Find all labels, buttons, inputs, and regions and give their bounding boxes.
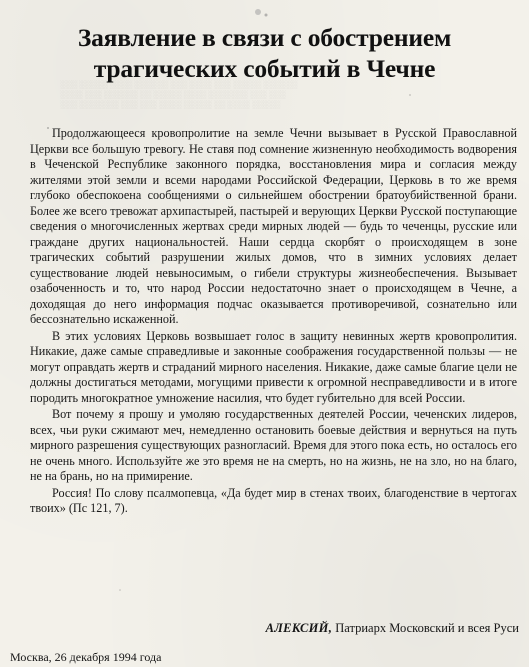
place-date: Москва, 26 декабря 1994 года [10,650,162,664]
signature-name: АЛЕКСИЙ, [265,621,333,635]
paragraph-3: Вот почему я прошу и умоляю государственных деятелей России, чеченских лидеров, всех, чьи руки сжимают меч, немедленно остановить боевые действия и вернуться на путь мирного разрешения существующих разногласий. Время для этого пока есть, но осталось его не очень много. Используйте же это время не на смерть, но на жизнь, не на зло, но на благо, не на брань, но на примирение. [30,407,517,483]
paragraph-4: Россия! По слову псалмопевца, «Да будет мир в стенах твоих, благоденствие в чертогах твоих» (Пс 121, 7). [30,485,517,515]
paragraph-1: Продолжающееся кровопролитие на земле Чечни вызывает в Русской Православной Церкви все большую тревогу. Не ставя под сомнение жизненную необходимость водворения в Чеченской Республике законного порядка, восстановления мира и согласия между жителями этой земли и всеми народами Российской Федерации, Церковь в то же время глубоко обеспокоена сообщениями о сильнейшем обострении братоубийственной брани. Более же всего тревожат архипастырей, пастырей и верующих Церкви Русской поступающие сведения о многочисленных жертвах среди мирных людей — будь то чеченцы, русские или граждане других национальностей. Наши сердца скорбят о происходящем в зоне трагических событий разрушении жилых домов, что в зимних условиях делает существование людей невыносимым, о гибели структуры жизнеобеспечения. Вызывает озабоченность и то, что народ России недостаточно знает о происходящем в Чечне, а доходящая до него информация подчас оказывается противоречивой, сознательно или бессознательно искаженной. [30,126,517,326]
headline [20,22,509,84]
headline-line-2: трагических событий в Чечне [93,54,436,83]
headline-line-1: Заявление в связи с обострением [77,23,452,52]
statement-body [30,126,517,518]
paragraph-2: В этих условиях Церковь возвышает голос в защиту невинных жертв кровопролития. Никакие, даже самые справедливые и законные соображения государственной пользы — не могут оправдать жертв и страданий мирного населения. Никакие, даже самые благие цели не должны достигаться методами, могущими привести к огромной несправедливости и в итоге породить многократное умножение насилия, что будет губительно для всей России. [30,328,517,405]
signature-title: Патриарх Московский и всея Руси [335,621,519,635]
bleed-through-text: ░░░ ░░░░░ ░░░░ ░░░░░░ ░░░ ░░░░ ░░░ ░░░░░ ░░░░░░ ░░░░ ░░░ ░░░░░░ ░░ ░░░░░ ░░░░ ░░░░░░░ ░░░ ░░░ ░░░ ░░░░░░░ ░░░ ░░░ ░░░░ ░░░░░ ░░ ░░░░ ░░░░░ [60,80,298,109]
signature [266,621,519,636]
